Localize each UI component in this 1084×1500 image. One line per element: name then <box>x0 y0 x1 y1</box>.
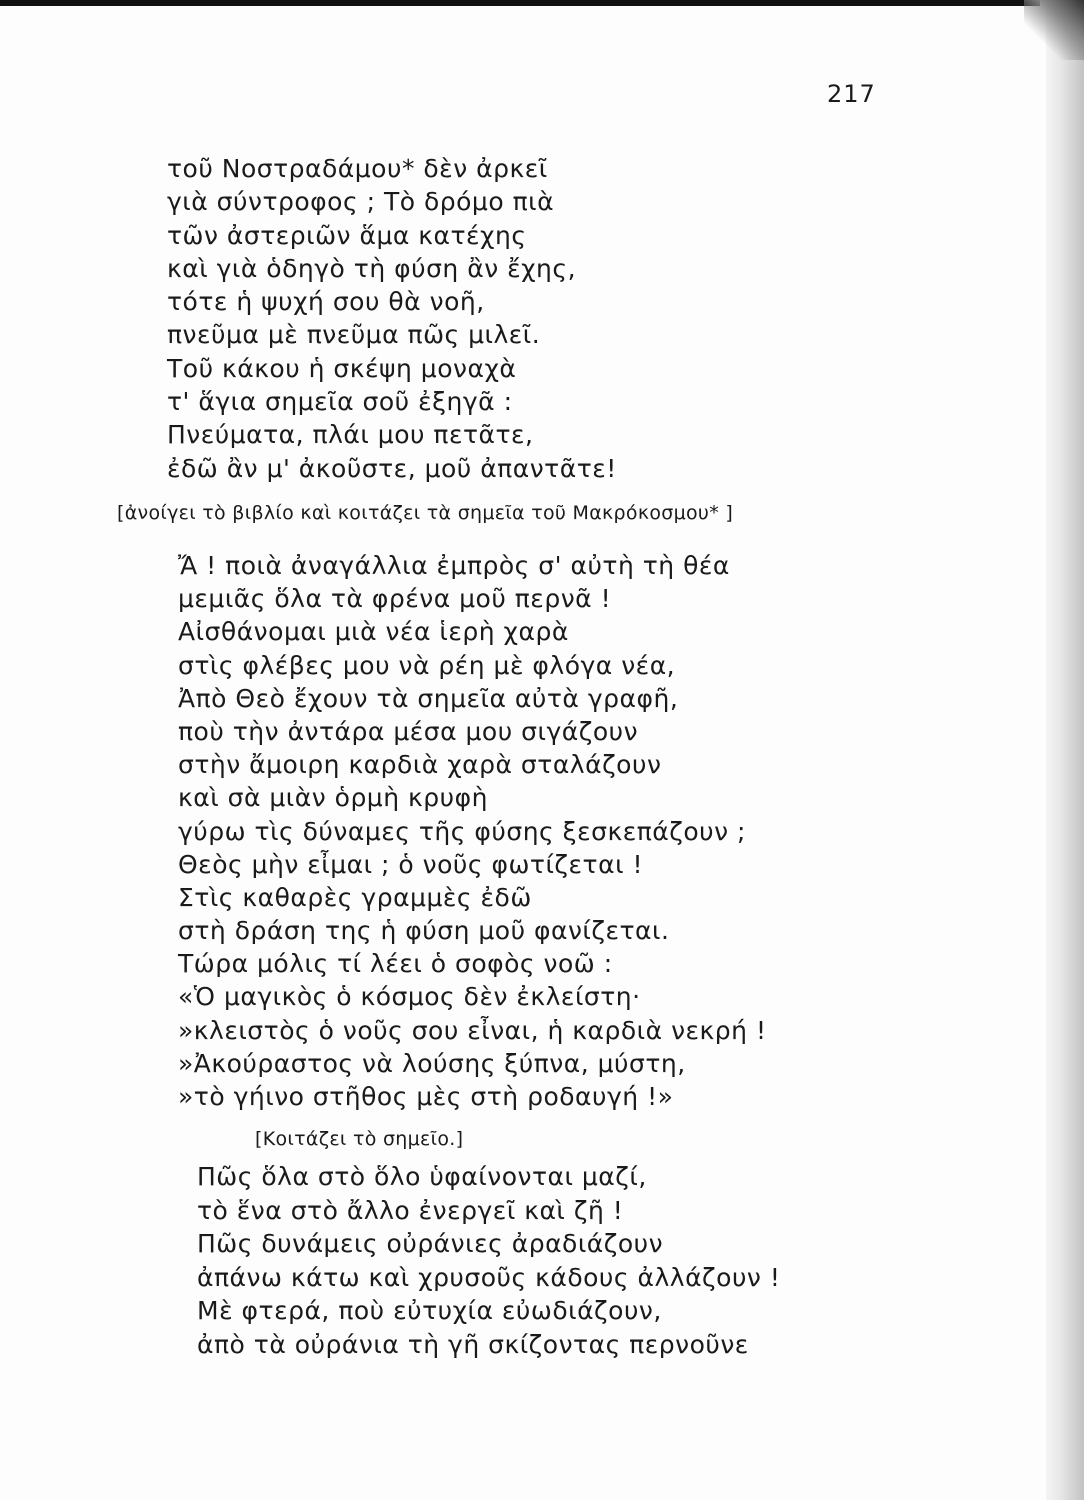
verse-line: Πνεύματα, πλάι μου πετᾶτε, <box>167 420 534 450</box>
verse-line: Αἰσθάνομαι μιὰ νέα ἱερὴ χαρὰ <box>178 617 569 647</box>
page-number: 217 <box>827 80 876 108</box>
verse-line: Πῶς δυνάμεις οὐράνιες ἀραδιάζουν <box>197 1229 664 1258</box>
verse-line: τ' ἅγια σημεῖα σοῦ ἐξηγᾶ : <box>167 387 513 417</box>
page-corner-shadow <box>1024 0 1084 60</box>
verse-line: Ἀπὸ Θεὸ ἔχουν τὰ σημεῖα αὐτὰ γραφῆ, <box>178 683 679 713</box>
verse-line: ἀπάνω κάτω καὶ χρυσοῦς κάδους ἀλλάζουν ! <box>197 1262 781 1292</box>
stanza-2 <box>178 549 766 1113</box>
verse-line: τὸ ἕνα στὸ ἄλλο ἐνεργεῖ καὶ ζῆ ! <box>197 1195 624 1225</box>
verse-line: Πῶς ὅλα στὸ ὅλο ὑφαίνονται μαζί, <box>197 1162 647 1191</box>
verse-line: »τὸ γήινο στῆθος μὲς στὴ ροδαυγή !» <box>178 1082 674 1111</box>
verse-line: στὴν ἄμοιρη καρδιὰ χαρὰ σταλάζουν <box>178 750 662 780</box>
verse-line: πνεῦμα μὲ πνεῦμα πῶς μιλεῖ. <box>167 320 541 350</box>
verse-line: καὶ σὰ μιὰν ὁρμὴ κρυφὴ <box>178 783 488 813</box>
verse-line: »Ἀκούραστος νὰ λούσης ξύπνα, μύστη, <box>178 1048 686 1078</box>
verse-line: γύρω τὶς δύναμες τῆς φύσης ξεσκεπάζουν ; <box>178 816 746 846</box>
verse-line: »κλειστὸς ὁ νοῦς σου εἶναι, ἡ καρδιὰ νεκρή ! <box>178 1015 767 1045</box>
verse-line: καὶ γιὰ ὁδηγὸ τὴ φύση ἂν ἔχης, <box>167 253 577 283</box>
page-top-edge <box>0 0 1040 6</box>
verse-line: ἀπὸ τὰ οὐράνια τὴ γῆ σκίζοντας περνοῦνε <box>197 1329 749 1359</box>
verse-line: Μὲ φτερά, ποὺ εὐτυχία εὐωδιάζουν, <box>197 1296 662 1325</box>
verse-line: γιὰ σύντροφος ; Τὸ δρόμο πιὰ <box>167 187 555 217</box>
verse-line: ποὺ τὴν ἀντάρα μέσα μου σιγάζουν <box>178 716 639 746</box>
stanza-3 <box>197 1160 780 1361</box>
verse-line: τοῦ Νοστραδάμου* δὲν ἀρκεῖ <box>167 154 548 183</box>
verse-line: τότε ἡ ψυχή σου θὰ νοῆ, <box>167 287 485 317</box>
page-right-edge <box>1046 0 1084 1500</box>
verse-line: τῶν ἀστεριῶν ἅμα κατέχης <box>167 220 527 250</box>
verse-line: στὶς φλέβες μου νὰ ρέη μὲ φλόγα νέα, <box>178 650 676 680</box>
verse-line: Ἄ ! ποιὰ ἀναγάλλια ἐμπρὸς σ' αὐτὴ τὴ θέα <box>178 551 730 580</box>
verse-line: «Ὁ μαγικὸς ὁ κόσμος δὲν ἐκλείστη· <box>178 982 641 1012</box>
verse-line: ἐδῶ ἂν μ' ἀκοῦστε, μοῦ ἀπαντᾶτε! <box>167 453 617 483</box>
stanza-1 <box>167 152 617 485</box>
verse-line: μεμιᾶς ὅλα τὰ φρένα μοῦ περνᾶ ! <box>178 584 612 614</box>
verse-line: Τώρα μόλις τί λέει ὁ σοφὸς νοῶ : <box>178 949 613 979</box>
verse-line: Στὶς καθαρὲς γραμμὲς ἐδῶ <box>178 882 532 912</box>
stage-direction: [ἀνοίγει τὸ βιβλίο καὶ κοιτάζει τὰ σημεῖα τοῦ Μακρόκοσμου* ] <box>117 502 734 524</box>
verse-line: Θεὸς μὴν εἶμαι ; ὁ νοῦς φωτίζεται ! <box>178 849 643 879</box>
verse-line: Τοῦ κάκου ἡ σκέψη μοναχὰ <box>167 353 517 383</box>
stage-direction: [Κοιτάζει τὸ σημεῖο.] <box>255 1128 464 1150</box>
verse-line: στὴ δράση της ἡ φύση μοῦ φανίζεται. <box>178 916 670 946</box>
